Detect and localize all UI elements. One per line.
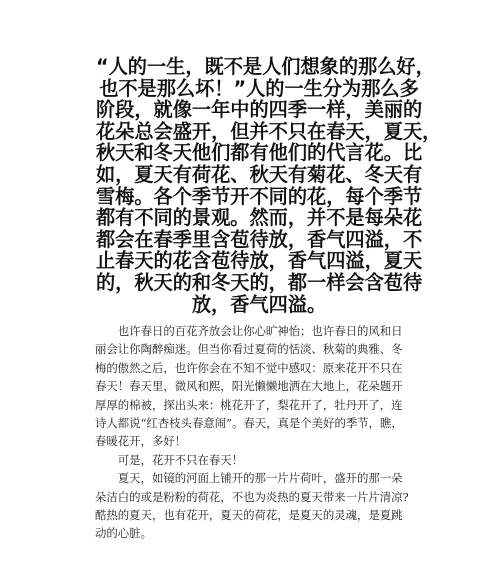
headline-line: 的，秋天的和冬天的，都一样会含苞待: [96, 270, 423, 294]
headline-quote: [96, 55, 442, 316]
body-line: 丽会让你陶醉痴迷。但当你看过夏荷的恬淡、秋菊的典雅、冬: [95, 342, 403, 357]
headline-line: 雪梅。各个季节开不同的花，每个季节: [96, 184, 423, 208]
headline-line: “人的一生，既不是人们想象的那么好，: [96, 55, 435, 78]
headline-line: 阶段，就像一年中的四季一样，美丽的: [96, 98, 423, 122]
body-line: 诗人都说“红杏枝头春意闹”。春天，真是个美好的季节，瞧，: [95, 416, 403, 431]
headline-line: 也不是那么坏！”人的一生分为那么多: [99, 76, 419, 100]
headline-line: 秋天和冬天他们都有他们的代言花。比: [96, 141, 423, 165]
body-line: 春天！春天里，微风和熙，阳光懒懒地洒在大地上，花朵题开: [95, 379, 403, 394]
body-line: 朵洁白的或是粉粉的荷花，不也为炎热的夏天带来一片片清凉?: [95, 489, 409, 504]
headline-line: 止春天的花含苞待放，香气四溢，夏天: [96, 249, 423, 273]
headline-line: 花朵总会盛开，但并不只在春天，夏天，: [96, 119, 442, 143]
headline-line: 如，夏天有荷花、秋天有菊花、冬天有: [96, 162, 423, 186]
body-text: [95, 322, 435, 543]
body-line: 梅的傲然之后，也许你会在不知不觉中感叹：原来花开不只在: [95, 360, 403, 375]
body-line: 春暖花开，多好！: [95, 434, 187, 449]
headline-line: 都有不同的景观。然而，并不是每朵花: [96, 206, 423, 230]
body-line: 也许春日的百花齐放会让你心旷神怡；也许春日的风和日: [95, 324, 403, 338]
body-line: 可是，花开不只在春天！: [95, 452, 244, 467]
body-line: 厚厚的棉被，探出头来：桃花开了，梨花开了，牡丹开了，连: [95, 397, 403, 412]
headline-line: 都会在春季里含苞待放，香气四溢，不: [96, 227, 423, 251]
headline-line: 放，香气四溢。: [191, 292, 327, 316]
body-line: 酷热的夏天，也有花开，夏天的荷花，是夏天的灵魂，是夏跳: [95, 508, 403, 523]
body-line: 夏天，如镜的河面上铺开的那一片片荷叶，盛开的那一朵: [95, 471, 403, 486]
body-line: 动的心脏。: [95, 526, 152, 541]
